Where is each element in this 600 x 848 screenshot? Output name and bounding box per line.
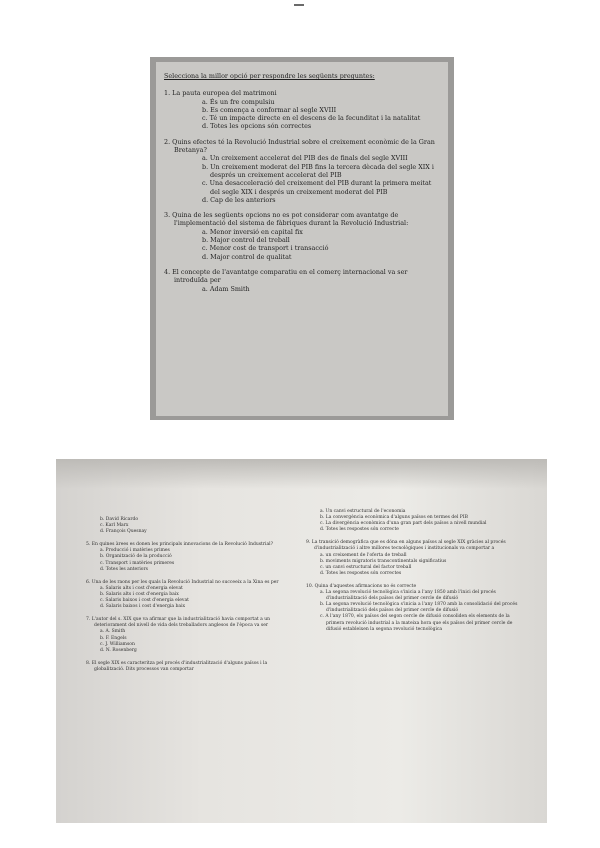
answer-option: d. Totes les respostes són correcte xyxy=(320,527,399,533)
answer-option: b. Un creixement moderat del PIB fins la tercera dècada del segle XIX i després un creixement accelerat del PIB xyxy=(202,162,434,179)
question-title: 5. En quines àrees es donen les principals innovacions de la Revolució Industrial? xyxy=(86,542,273,548)
answer-option: b. La convergència econòmica d'alguns països en termes del PIB xyxy=(320,515,468,521)
answer-option: d. Totes les anteriors xyxy=(100,566,148,572)
answer-option: a. La segona revolució tecnològica s'inicia a l'any 1850 amb l'inici del procés d'industrialització dels països del primer cercle de difusió xyxy=(320,590,496,602)
question-block xyxy=(306,540,524,577)
answer-option: a. Salaris alts i cost d'energia elevat xyxy=(100,585,183,591)
answer-option: b. Es comença a conformar al segle XVIII xyxy=(202,105,337,114)
answer-option: c. Salaris baixos i cost d'energia elevat xyxy=(100,598,189,604)
question-block xyxy=(86,517,281,535)
answer-option: c. A l'any 1870, els països del segon cercle de difusió consoliden els elements de la primera revolució industrial a la mateixa hora que els països del primer cercle de difusió estableixen la segona revolució tecnològica xyxy=(320,614,513,632)
answer-option: a. un creixement de l'oferta de treball xyxy=(320,552,407,558)
answer-option: d. Totes les respostes són correctes xyxy=(320,570,402,576)
answer-option: a. Adam Smith xyxy=(202,284,250,293)
answer-option: c. La divergència econòmica d'una gran part dels països a nivell mundial xyxy=(320,521,487,527)
question-list xyxy=(160,72,440,300)
answer-option: d. François Quesnay xyxy=(100,529,147,535)
answer-option: d. Cap de les anteriors xyxy=(202,195,276,204)
question-block xyxy=(86,580,281,610)
question-block xyxy=(160,89,440,130)
exam-photo-bottom xyxy=(56,459,547,823)
question-block xyxy=(160,211,440,261)
question-title: 1. La pauta europea del matrimoni xyxy=(164,89,277,98)
answer-option: b. Organització de la producció xyxy=(100,554,172,560)
question-block xyxy=(306,509,524,533)
question-title: 8. El segle XIX es caracteritza pel procés d'industrialització d'alguns països i la globalització. Dits processos van comportar xyxy=(86,660,268,672)
question-block xyxy=(160,138,440,204)
answer-option: c. Té un impacte directe en el descens de la fecunditat i la natalitat xyxy=(202,114,421,123)
answer-option: a. Menor inversió en capital fix xyxy=(202,227,303,236)
answer-option: c. Una desacceleració del creixement del PIB durant la primera meitat del segle XIX i després un creixement moderat del PIB xyxy=(202,179,432,196)
answer-option: c. un canvi estructural del factor treball xyxy=(320,564,412,570)
answer-option: d. Major control de qualitat xyxy=(202,252,292,261)
question-title: 7. L'autor del s. XIX que va afirmar que la industrialització havia comportat a un deteriorament del nivell de vida dels treballadors anglesos de l'època va ser xyxy=(86,617,271,629)
answer-option: c. Transport i matèries primeres xyxy=(100,560,175,566)
answer-option: a. A. Smith xyxy=(100,629,126,635)
right-column xyxy=(306,509,524,640)
answer-option: b. F. Engels xyxy=(100,635,127,641)
answer-option: d. Salaris baixos i cost d'energia baix xyxy=(100,604,186,610)
question-title: 2. Quins efectes té la Revolució Industrial sobre el creixement econòmic de la Gran Bretanya? xyxy=(164,137,435,155)
answer-option: b. moviments migratoris transcontinentals significatius xyxy=(320,558,447,564)
answer-option: c. J. Williamson xyxy=(100,641,135,647)
answer-option: b. La segona revolució tecnològica s'inicia a l'any 1870 amb la consolidació del procés d'industrialització dels països del primer cercle de difusió xyxy=(320,602,518,614)
question-title: 4. El concepte de l'avantatge comparatiu en el comerç internacional va ser introduïda per xyxy=(164,267,408,285)
question-title: 3. Quina de les següents opcions no es pot considerar com avantatge de l'implementació del sistema de fàbriques durant la Revolució Industrial: xyxy=(164,211,409,228)
question-title: 10. Quina d'aquestes afirmacions no és correcte xyxy=(306,583,417,589)
answer-option: a. Un creixement accelerat del PIB des de finals del segle XVIII xyxy=(202,154,408,163)
question-title: 9. La transició demogràfica que es dóna en alguns països al segle XIX gràcies al procés d'industrialització i altre millores tecnològiques i institucionals va comportar a xyxy=(306,540,506,552)
question-block xyxy=(86,542,281,572)
exam-heading: Selecciona la millor opció per respondre les següents preguntes: xyxy=(164,72,375,80)
answer-option: c. Menor cost de transport i transacció xyxy=(202,244,329,253)
question-block xyxy=(86,661,281,673)
top-mark xyxy=(294,4,304,6)
answer-option: a. Producció i matèries primes xyxy=(100,548,170,554)
question-block xyxy=(306,584,524,633)
photo-shadow xyxy=(56,459,547,489)
answer-option: a. És un fre compulsiu xyxy=(202,97,275,106)
question-block xyxy=(86,617,281,654)
question-title: 6. Una de les raons per les quals la Revolució Industrial no succeeix a la Xina es per xyxy=(86,579,279,585)
answer-option: a. Un canvi estructural de l'economia xyxy=(320,509,406,514)
answer-option: b. Salaris alts i cost d'energia baix xyxy=(100,591,179,597)
answer-option: d. N. Rosenberg xyxy=(100,647,137,653)
answer-option: b. Major control del treball xyxy=(202,236,290,245)
exam-photo-top xyxy=(150,57,454,420)
answer-option: b. David Ricardo xyxy=(100,517,139,522)
question-block xyxy=(160,268,440,293)
answer-option: c. Karl Marx xyxy=(100,523,129,529)
left-column xyxy=(86,517,281,680)
answer-option: d. Totes les opcions són correctes xyxy=(202,122,312,131)
